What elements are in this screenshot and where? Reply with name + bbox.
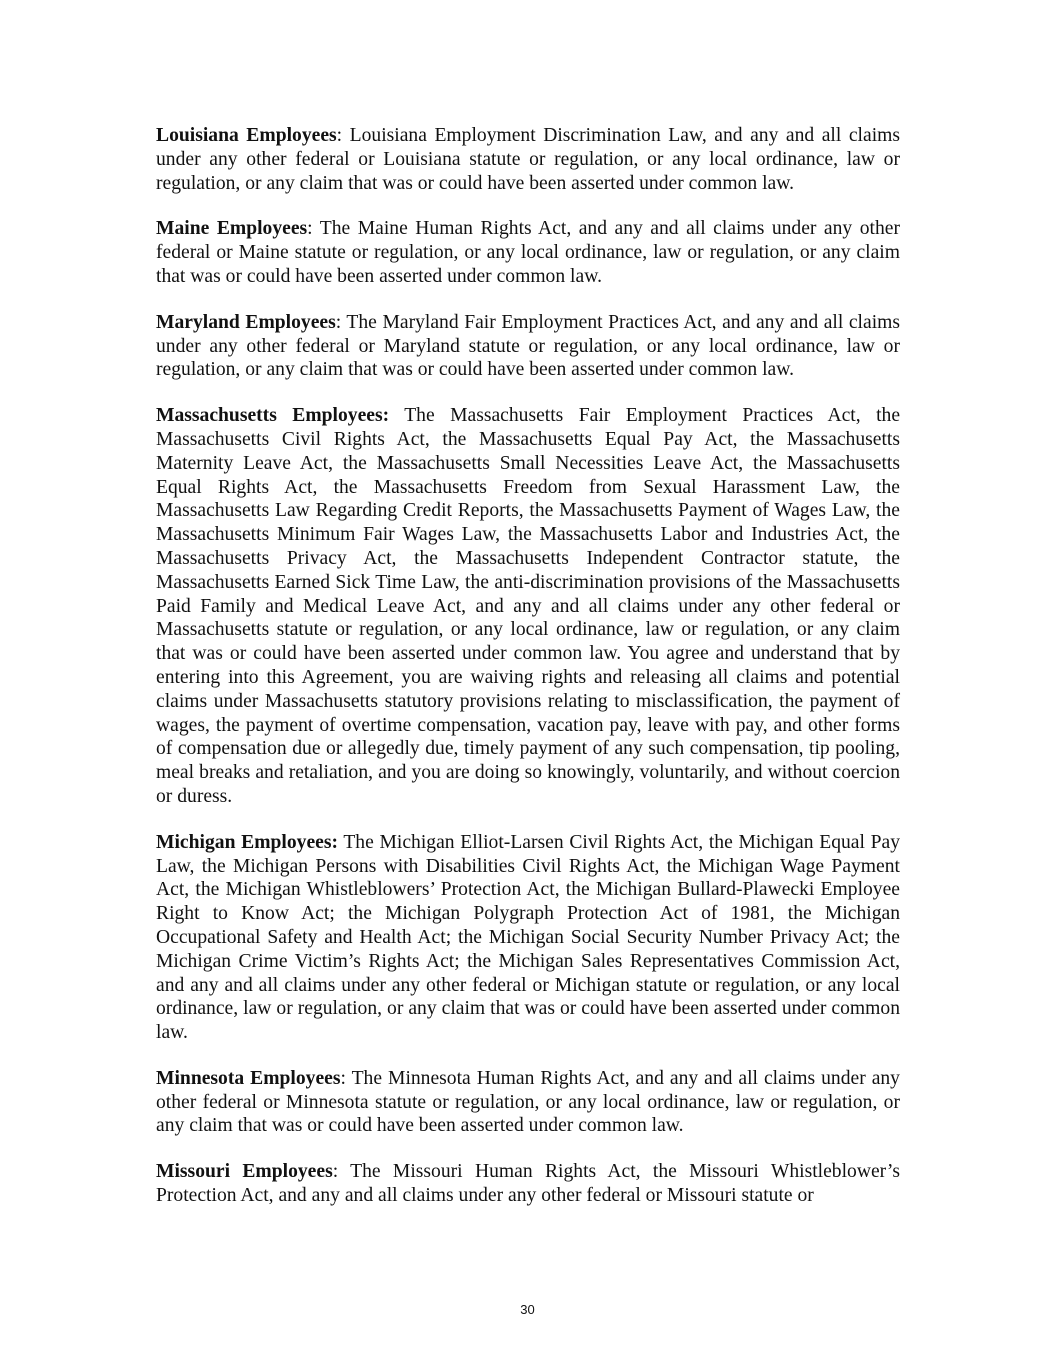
paragraph-text: The Massachusetts Fair Employment Practices Act, the Massachusetts Civil Rights Act, the Massachusetts Equal Pay Act, the Massachusetts Maternity Leave Act, the Massachusetts Small Necessities Leave Act, the Massachusetts Equal Rights Act, the Massachusetts Freedom from Sexual Harassment Law, the Massachusetts Law Regarding Credit Reports, the Massachusetts Payment of Wages Law, the Massachusetts Minimum Fair Wages Law, the Massachusetts Labor and Industries Act, the Massachusetts Privacy Act, the Massachusetts Independent Contractor statute, the Massachusetts Earned Sick Time Law, the anti-discrimination provisions of the Massachusetts Paid Family and Medical Leave Act, and any and all claims under any other federal or Massachusetts statute or regulation, or any local ordinance, law or regulation, or any claim that was or could have been asserted under common law. You agree and understand that by entering into this Agreement, you are waiving rights and releasing all claims and potential claims under Massachusetts statutory provisions relating to misclassification, the payment of wages, the payment of overtime compensation, vacation pay, leave with pay, and other forms of compensation due or allegedly due, timely payment of any such compensation, tip pooling, meal breaks and retaliation, and you are doing so knowingly, voluntarily, and without coercion or duress. [156, 405, 901, 807]
paragraph-michigan-employees [156, 831, 900, 1045]
paragraph-louisiana-employees [156, 124, 900, 195]
heading-separator [389, 405, 404, 426]
paragraph-heading: Minnesota Employees [156, 1067, 341, 1089]
paragraph-text: The Maryland Fair Employment Practices Act, and any and all claims under any other federal or Maryland statute or regulation, or any local ordinance, law or regulation, or any claim that was or could have been asserted under common law. [156, 311, 901, 381]
paragraph-heading: Missouri Employees [156, 1161, 333, 1183]
heading-separator: : [307, 218, 320, 240]
paragraph-missouri-employees [156, 1160, 900, 1208]
paragraph-heading: Maryland Employees [156, 311, 336, 333]
document-body [156, 124, 900, 1208]
paragraph-heading: Louisiana Employees [156, 125, 337, 146]
paragraph-maryland-employees [156, 311, 900, 382]
paragraph-text: The Missouri Human Rights Act, the Missouri Whistleblower’s Protection Act, and any and all claims under any other federal or Missouri statute or [156, 1161, 900, 1207]
heading-separator: : [340, 1067, 352, 1089]
paragraph-heading: Massachusetts Employees: [156, 405, 390, 427]
paragraph-text: The Michigan Elliot-Larsen Civil Rights Act, the Michigan Equal Pay Law, the Michigan Persons with Disabilities Civil Rights Act, the Michigan Wage Payment Act, the Michigan Whistleblowers’ Protection Act, the Michigan Bullard-Plawecki Employee Right to Know Act; the Michigan Polygraph Protection Act of 1981, the Michigan Occupational Safety and Health Act; the Michigan Social Security Number Privacy Act; the Michigan Crime Victim’s Rights Act; the Michigan Sales Representatives Commission Act, and any and all claims under any other federal or Michigan statute or regulation, or any local ordinance, law or regulation, or any claim that was or could have been asserted under common law. [156, 831, 900, 1044]
paragraph-minnesota-employees [156, 1067, 900, 1138]
paragraph-heading: Maine Employees [156, 218, 308, 240]
paragraph-massachusetts-employees [156, 404, 900, 809]
page-number: 30 [520, 1302, 535, 1317]
paragraph-text: Louisiana Employment Discrimination Law, and any and all claims under any other federal or Louisiana statute or regulation, or any local ordinance, law or regulation, or any claim that was or could have been asserted under common law. [156, 125, 901, 194]
heading-separator: : [336, 125, 350, 146]
paragraph-text: The Maine Human Rights Act, and any and all claims under any other federal or Maine statute or regulation, or any local ordinance, law or regulation, or any claim that was or could have been asserted under common law. [156, 218, 900, 287]
heading-separator: : [335, 311, 347, 333]
heading-separator: : [332, 1161, 351, 1183]
paragraph-text: The Minnesota Human Rights Act, and any and all claims under any other federal or Minnesota statute or regulation, or any local ordinance, law or regulation, or any claim that was or could have been asserted under common law. [156, 1067, 900, 1137]
paragraph-maine-employees [156, 217, 900, 288]
paragraph-heading: Michigan Employees: [156, 831, 339, 853]
